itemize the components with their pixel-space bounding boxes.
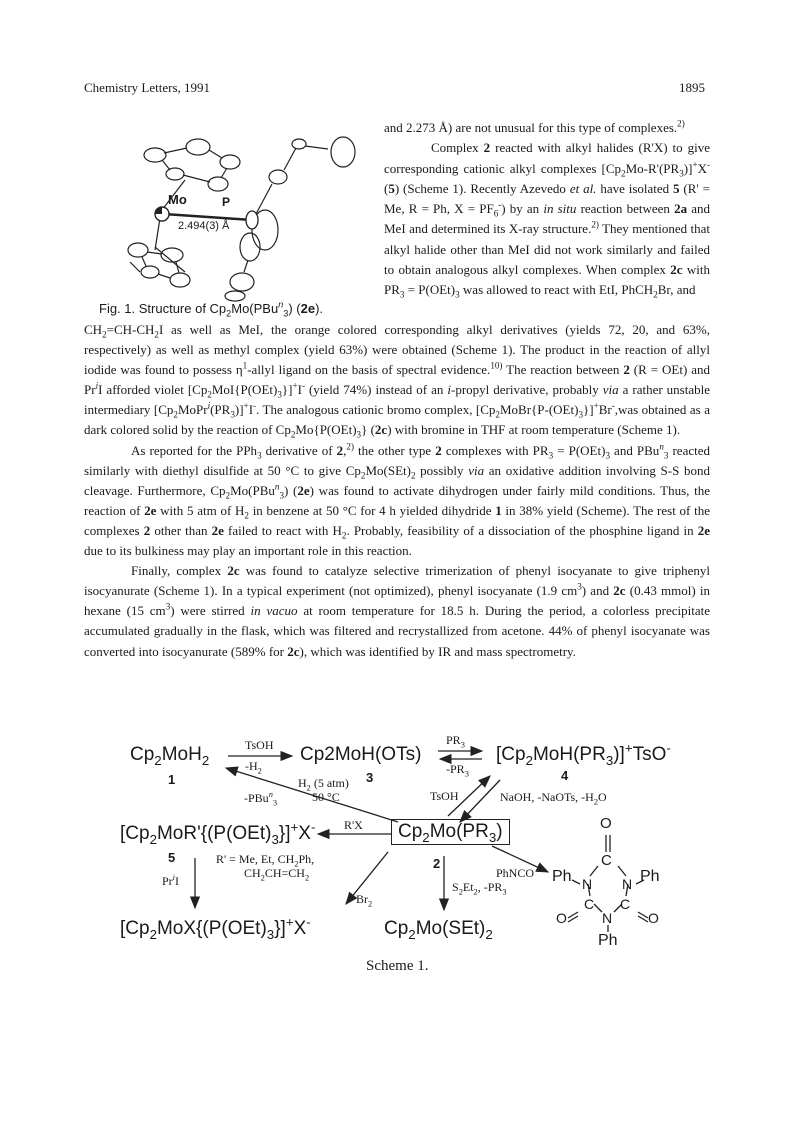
paragraph-p2: As reported for the PPh$_3$ derivative of 2,$^{2)}$ the other type 2 complexes with $PR_3 = P(OEt)_3$ and PBu$^n_3$ reacted similarly with diethyl disulfide at 50 °C to give $Cp_2Mo(SEt)_2$ possibly via an oxidative addition involving S-S bond cleavage. Furthermore, $Cp_2Mo(PBu^n_3)$ (2e) was found to activate dihydrogen under fairly mild conditions. Thus, the reaction of 2e with 5 atm of $H_2$ in benzene at 50 °C for 4 h yielded dihydride 1 in 38% yield (Scheme). The rest of the complexes 2 other than 2e failed to react with $H_2$. Probably, feasibility of a dissociation of the phosphine ligand in 2e due to its bulkiness may play an important role in this reaction. <box>84 441 711 559</box>
reagent-naoh: NaOH, -NaOTs, $-H_2O$ <box>500 790 607 807</box>
compound-3-number: 3 <box>366 770 374 785</box>
bond-length-label: 2.494(3) Å <box>178 220 230 232</box>
reagent-pri: Pr$^i$I <box>162 873 179 888</box>
page-number: 1895 <box>679 80 705 95</box>
reagent-50c: 50 °C <box>312 790 340 804</box>
reagent-tsoh-2: TsOH <box>430 789 459 803</box>
compound-1: $Cp_2MoH_2$ <box>130 744 210 768</box>
label-p: P <box>222 195 231 209</box>
iso-nitrogen-bottom: N <box>602 910 613 926</box>
compound-4-number: 4 <box>561 768 569 783</box>
reagent-tsoh: TsOH <box>245 738 274 752</box>
reagent-rx: R'X <box>344 818 363 832</box>
figure1-caption: Fig. 1. Structure of $Cp_2Mo(PBu^n_3)$ (2e). <box>99 299 324 319</box>
reagent-s2et2: $S_2Et_2$, $-PR_3$ <box>452 880 507 897</box>
reagent-minus-h2: $-H_2$ <box>245 759 262 776</box>
iso-nitrogen-right: N <box>622 876 633 892</box>
reagent-phnco: PhNCO <box>496 866 535 880</box>
paragraph-p1: $CH_2=CH-CH_2I$ as well as MeI, the orange colored corresponding alkyl derivatives (yields 72, 20, and 63%, respectively) as well as methyl complex (yield 63%) were obtained (Scheme 1). The product in the reaction of allyl iodide was found to possess $\eta^1$-allyl ligand on the basis of spectral evidence.$^{10)}$ The reaction between 2 (R = OEt) and Pr$^i$I afforded violet $[Cp_2MoI\{P(OEt)_3\}]^+I^-$ (yield 74%) instead of an i-propyl derivative, probably via a rather unstable intermediary $[Cp_2MoPr^i(PR_3)]^+I^-$. The analogous cationic bromo complex, $[Cp_2MoBr\{P-(OEt)_3\}]^+Br^-,was$ obtained as a dark colored solid by the reaction of $Cp_2Mo\{P(OEt)_3\}$ (2c) with bromine in THF at room temperature (Scheme 1). <box>84 322 710 441</box>
paragraph-p3: Finally, complex 2c was found to catalyze selective trimerization of phenyl isocyanate to give triphenyl isocyanurate (Scheme 1). In a typical experiment (not optimized), phenyl isocyanate (1.9 $cm^3$) and 2c (0.43 mmol) in hexane (15 $cm^3$) were stirred in vacuo at room temperature for 18.5 h. During the period, a colorless precipitate accumulated gradually in the flask, which was filtered and recrystallized from acetone. 44% of phenyl isocyanate was converted into isocyanurate (589% for 2c), which was identified by IR and mass spectrometry. <box>84 563 710 659</box>
compound-2: $Cp_2Mo(PR_3)$ <box>391 819 510 845</box>
compound-halide: [$Cp_2MoX\{(P(OEt)_3\}]^+X^-$ <box>120 914 311 942</box>
label-mo: Mo <box>168 192 187 207</box>
journal-header: Chemistry Letters, 1991 <box>84 80 211 95</box>
compound-4: $[Cp_2MoH(PR_3)]^+TsO^-$ <box>496 740 671 768</box>
reagent-r-list-2: $CH_2CH=CH_2$ <box>244 866 310 883</box>
iso-carbon-top: C <box>601 852 612 869</box>
iso-phenyl-left: Ph <box>552 868 572 885</box>
reagent-pr3: $PR_3$ <box>446 733 465 750</box>
compound-5-number: 5 <box>168 850 176 865</box>
iso-phenyl-right: Ph <box>640 868 660 885</box>
iso-oxygen-top: O <box>600 815 612 832</box>
paragraph-r2: Complex 2 reacted with alkyl halides (R'X) to give corresponding cationic alkyl complexes $[Cp_2Mo-R'(PR_3)]^+X^-$ (5) (Scheme 1). Recently Azevedo et al. have isolated 5 (R' = Me, R = Ph, $X = PF_6^-$) by an in situ reaction between 2a and MeI and determined its X-ray structure.$^{2)}$ They mentioned that alkyl halide other than MeI did not work similarly and failed to obtain analogous alkyl complexes. When complex 2c with $PR_3 = P(OEt)_3$ was allowed to react with EtI, PhCH$_2$Br, and <box>384 140 710 300</box>
reagent-minus-pr3: $-PR_3$ <box>446 762 469 779</box>
iso-oxygen-left: O <box>556 910 567 926</box>
reagent-r-list-1: R' = Me, Et, $CH_2Ph$, <box>216 852 315 869</box>
iso-carbon-left: C <box>584 896 595 912</box>
reagent-h2-atm: $H_2$ (5 atm) <box>298 776 349 793</box>
reagent-minus-pbu: -PBu$^n_3$ <box>244 790 278 808</box>
paragraph-r1: and 2.273 Å) are not unusual for this type of complexes.$^{2)}$ <box>384 118 685 135</box>
compound-3: Cp2MoH(OTs) <box>300 744 422 765</box>
iso-nitrogen-left: N <box>582 876 593 892</box>
compound-2-number: 2 <box>433 856 441 871</box>
compound-1-number: 1 <box>168 772 176 787</box>
iso-oxygen-right: O <box>648 910 659 926</box>
reagent-br2: $Br_2$ <box>356 892 373 909</box>
compound-5: [$Cp_2MoR'\{(P(OEt)_3\}]^+X^-$ <box>120 819 316 847</box>
iso-phenyl-bottom: Ph <box>598 932 618 949</box>
scheme-caption: Scheme 1. <box>366 958 429 974</box>
iso-carbon-right: C <box>620 896 631 912</box>
compound-set2: $Cp_2Mo(SEt)_2$ <box>384 918 493 942</box>
